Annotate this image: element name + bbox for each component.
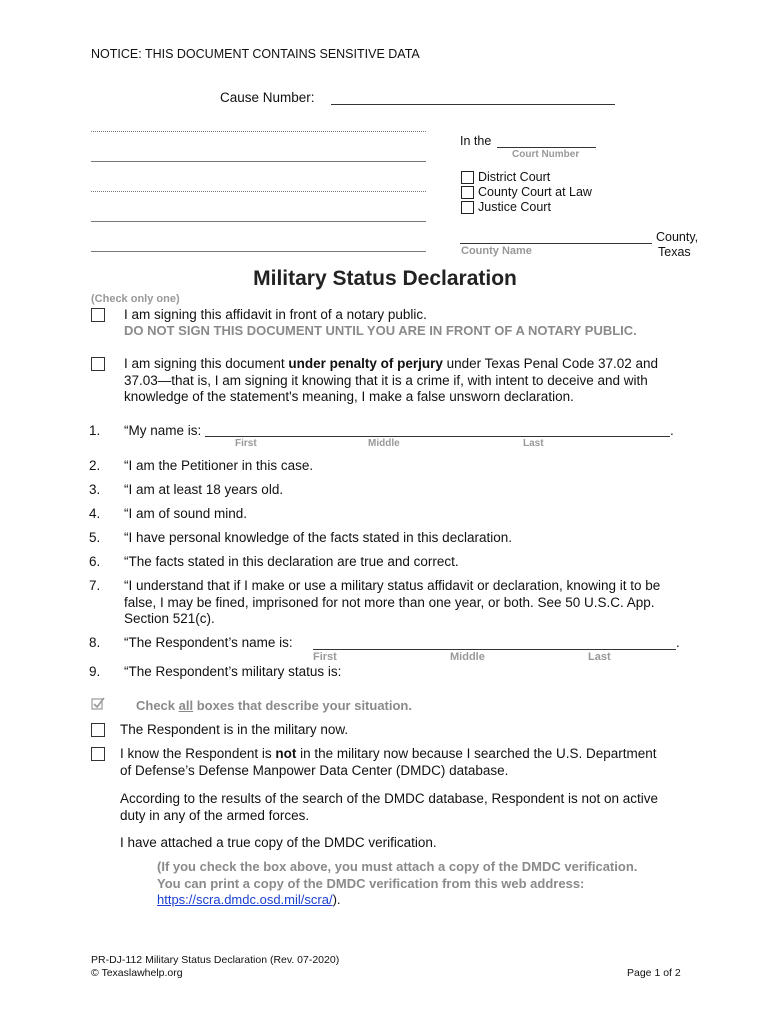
item-number-6: 6. (89, 554, 101, 569)
item-6-text: “The facts stated in this declaration are true and correct. (124, 554, 459, 569)
item-3-text: “I am at least 18 years old. (124, 482, 284, 497)
dmdc-results-paragraph: According to the results of the search of the DMDC database, Respondent is not on active duty in any of the armed forces. (120, 791, 659, 823)
cause-number-field[interactable] (331, 104, 615, 105)
attached-verification-text: I have attached a true copy of the DMDC verification. (120, 835, 437, 850)
my-name-period: . (670, 423, 674, 438)
checked-box-icon (91, 697, 105, 711)
county-label: County, (656, 230, 699, 244)
respondent-in-military-text: The Respondent is in the military now. (120, 722, 349, 737)
notary-warning: DO NOT SIGN THIS DOCUMENT UNTIL YOU ARE IN FRONT OF A NOTARY PUBLIC. (124, 323, 637, 338)
respondent-not-in-military-text: I know the Respondent is not in the military now because I searched the U.S. Department of Defense’s Defense Manpower Data Center (DMDC) database. (120, 746, 657, 778)
item-number-8: 8. (89, 635, 101, 650)
respondent-name-period: . (676, 635, 680, 650)
item-number-4: 4. (89, 506, 101, 521)
my-name-last-sublabel: Last (523, 438, 544, 449)
justice-court-checkbox[interactable] (461, 201, 474, 214)
perjury-checkbox[interactable] (91, 357, 105, 371)
item-number-9: 9. (89, 664, 101, 679)
item-number-1: 1. (89, 423, 101, 438)
respondent-middle-sublabel: Middle (450, 651, 485, 663)
respondent-in-military-checkbox[interactable] (91, 723, 105, 737)
item-number-2: 2. (89, 458, 101, 473)
county-court-at-law-label: County Court at Law (478, 185, 592, 199)
respondent-not-in-military-checkbox[interactable] (91, 747, 105, 761)
county-court-at-law-checkbox[interactable] (461, 186, 474, 199)
justice-court-label: Justice Court (478, 200, 551, 214)
perjury-option-text: I am signing this document under penalty of perjury under Texas Penal Code 37.02 and 37.03—that is, I am signing it knowing that it is a crime if, with intent to deceive and with knowledge of the statement's meaning, I make a false unsworn declaration. (124, 356, 659, 404)
item-2-text: “I am the Petitioner in this case. (124, 458, 314, 473)
item-1-text: “My name is: (124, 423, 202, 438)
footer-form-id: PR-DJ-112 Military Status Declaration (Rev. 07-2020) (91, 954, 340, 966)
check-all-instruction: Check all boxes that describe your situation. (136, 698, 412, 713)
respondent-first-sublabel: First (313, 651, 337, 663)
item-number-3: 3. (89, 482, 101, 497)
item-8-text: “The Respondent’s name is: (124, 635, 293, 650)
item-4-text: “I am of sound mind. (124, 506, 248, 521)
my-name-field[interactable] (205, 436, 670, 437)
respondent-name-field[interactable] (313, 649, 676, 650)
check-only-one-label: (Check only one) (91, 293, 180, 305)
district-court-checkbox[interactable] (461, 171, 474, 184)
my-name-first-sublabel: First (235, 438, 257, 449)
notary-checkbox[interactable] (91, 308, 105, 322)
respondent-last-sublabel: Last (588, 651, 611, 663)
footer-copyright: © Texaslawhelp.org (91, 967, 183, 979)
item-5-text: “I have personal knowledge of the facts stated in this declaration. (124, 530, 512, 545)
dmdc-note: (If you check the box above, you must attach a copy of the DMDC verification. You can print a copy of the DMDC verification from this web address: https://scra.dmdc.osd.mil/scra/). (157, 859, 638, 907)
in-the-label: In the (460, 134, 492, 148)
notice-text: NOTICE: THIS DOCUMENT CONTAINS SENSITIVE DATA (91, 47, 420, 61)
texas-label: Texas (658, 245, 691, 259)
my-name-middle-sublabel: Middle (368, 438, 400, 449)
court-number-sublabel: Court Number (512, 149, 580, 160)
item-number-5: 5. (89, 530, 101, 545)
item-9-text: “The Respondent’s military status is: (124, 664, 342, 679)
caption-line-1[interactable] (91, 131, 426, 132)
caption-line-5[interactable] (91, 251, 426, 252)
item-7-text: “I understand that if I make or use a military status affidavit or declaration, knowing it to be false, I may be fined, imprisoned for not more than one year, or both. See 50 U.S.C. App. Section 521(c). (124, 578, 661, 626)
notary-option-text: I am signing this affidavit in front of a notary public. (124, 307, 427, 322)
caption-line-2[interactable] (91, 161, 426, 162)
item-number-7: 7. (89, 578, 101, 593)
county-name-field[interactable] (460, 243, 652, 244)
court-number-field[interactable] (497, 147, 596, 148)
cause-number-label: Cause Number: (220, 90, 315, 105)
dmdc-url-link[interactable]: https://scra.dmdc.osd.mil/scra/ (157, 892, 333, 907)
page-title: Military Status Declaration (253, 267, 517, 290)
district-court-label: District Court (478, 170, 551, 184)
page-number: Page 1 of 2 (627, 967, 681, 979)
caption-line-4[interactable] (91, 221, 426, 222)
caption-line-3[interactable] (91, 191, 426, 192)
county-name-sublabel: County Name (461, 245, 532, 257)
